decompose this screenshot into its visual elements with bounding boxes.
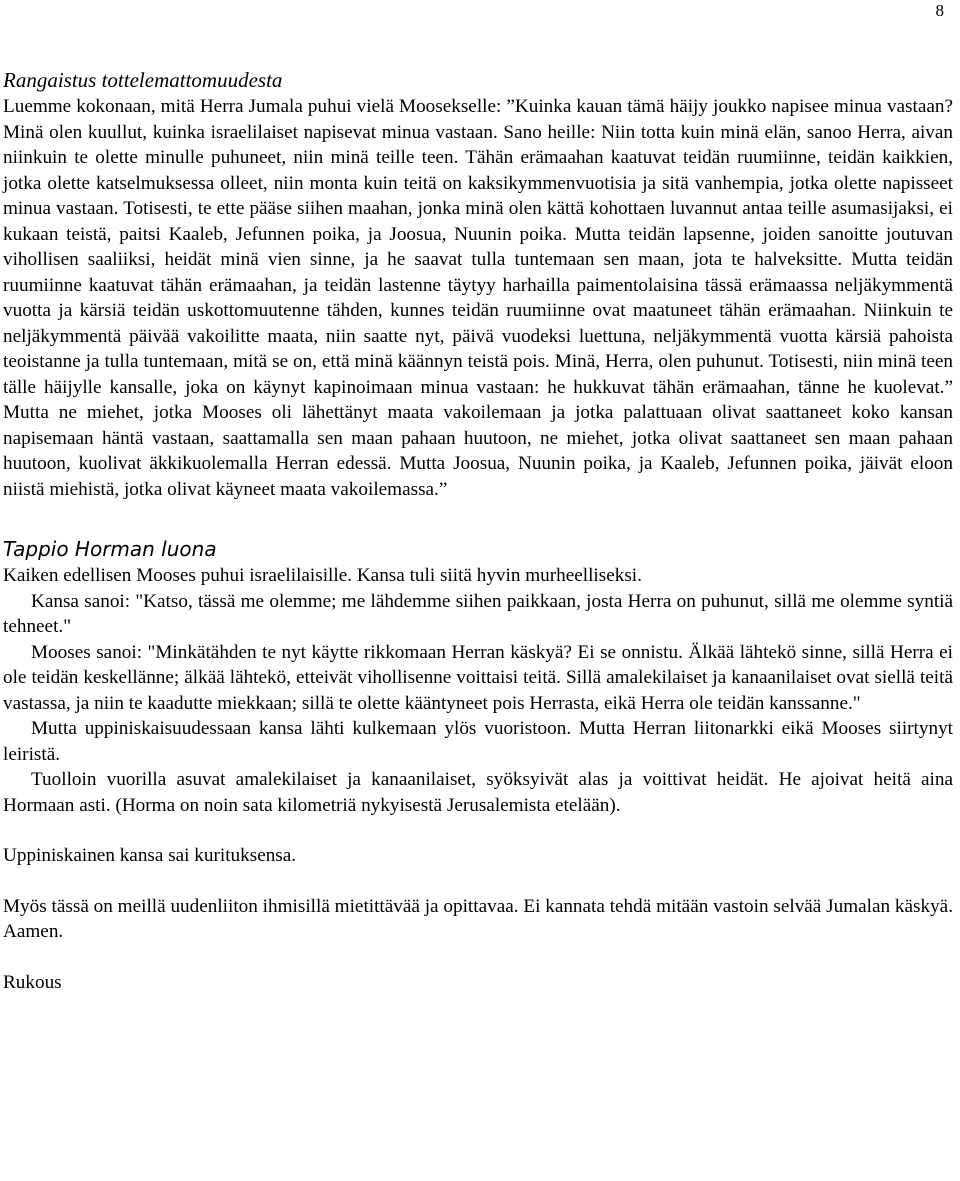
prayer-heading: Rukous	[3, 971, 62, 993]
paragraph: Kaiken edellisen Mooses puhui israelilaisille. Kansa tuli siitä hyvin murheelliseksi.	[3, 565, 642, 586]
section-heading-tappio: Tappio Horman luona	[3, 537, 217, 561]
section-heading-rangaistus: Rangaistus tottelemattomuudesta	[3, 68, 283, 92]
spacer	[3, 818, 953, 843]
section-paragraph-rangaistus: Luemme kokonaan, mitä Herra Jumala puhui vielä Moosekselle: ”Kuinka kauan tämä häijy joukko napisee minua vastaan? Minä olen kuullut, kuinka israelilaiset napisevat minua vastaan. Sano heille: Niin totta kuin minä elän, sanoo Herra, aivan niinkuin te olette minulle puhuneet, niin minä teille teen. Tähän erämaahan kaatuvat teidän ruumiinne, teidän kaikkien, jotka olette katselmuksessa olleet, niin monta kuin teitä on kaksikymmenvuotisia ja sitä vanhempia, jotka olette napisseet minua vastaan. Totisesti, te ette pääse siihen maahan, jonka minä olen kättä kohottaen luvannut antaa teille asumasijaksi, ei kukaan teistä, paitsi Kaaleb, Jefunnen poika, ja Joosua, Nuunin poika. Mutta teidän lapsenne, joiden sanoitte joutuvan vihollisen saaliiksi, heidät minä vien sinne, ja he saavat tulla tuntemaan sen maan, jota te halveksitte. Mutta teidän ruumiinne kaatuvat tähän erämaahan, ja teidän lastenne täytyy harhailla paimentolaisina tässä erämaassa neljäkymmentä vuotta ja kärsiä teidän uskottomuutenne tähden, kunnes teidän ruumiinne ovat maatuneet tähän erämaahan. Niinkuin te neljäkymmentä päivää vakoilitte maata, niin saatte nyt, päivä vuodeksi luettuna, neljäkymmentä vuotta kärsiä pahoista teoistanne ja tulla tuntemaan, mitä se on, että minä käännyn teistä pois. Minä, Herra, olen puhunut. Totisesti, niin minä teen tälle häijylle kansalle, joka on käynyt kapinoimaan minua vastaan: he hukkuvat tähän erämaahan, tänne he kuolevat.” Mutta ne miehet, jotka Mooses oli lähettänyt maata vakoilemaan ja jotka palattuaan olivat saattaneet koko kansan napisemaan häntä vastaan, saattamalla sen maan pahaan huutoon, ne miehet, jotka olivat saattaneet sen maan pahaan huutoon, kuolivat äkkikuolemalla Herran edessä. Mutta Joosua, Nuunin poika, ja Kaaleb, Jefunnen poika, jäivät eloon niistä miehistä, jotka olivat käyneet maata vakoilemassa.”	[3, 96, 953, 500]
document-body	[3, 66, 953, 995]
paragraph: Mutta uppiniskaisuudessaan kansa lähti kulkemaan ylös vuoristoon. Mutta Herran liitonarkki eikä Mooses siirtynyt leiristä.	[3, 718, 953, 765]
spacer	[3, 502, 953, 535]
paragraph: Tuolloin vuorilla asuvat amalekilaiset ja kanaanilaiset, syöksyivät alas ja voittivat heidät. He ajoivat heitä aina Hormaan asti. (Horma on noin sata kilometriä nykyisestä Jerusalemista etelään).	[3, 769, 953, 816]
spacer	[3, 869, 953, 894]
page-number: 8	[935, 1, 944, 20]
paragraph: Mooses sanoi: "Minkätähden te nyt käytte rikkomaan Herran käskyä? Ei se onnistu. Älkää lähtekö sinne, sillä Herra ei ole teidän keskellänne; älkää lähtekö, etteivät vihollisenne voittaisi teitä. Sillä amalekilaiset ja kanaanilaiset ovat siellä teitä vastassa, ja niin te kaadutte miekkaan; sillä te olette kääntyneet pois Herrasta, eikä Herra ole teidän kanssanne."	[3, 641, 953, 714]
paragraph: Kansa sanoi: "Katso, tässä me olemme; me lähdemme siihen paikkaan, josta Herra on puhunut, sillä me olemme syntiä tehneet."	[3, 590, 953, 637]
closing-paragraph: Myös tässä on meillä uudenliiton ihmisillä mietittävää ja opittavaa. Ei kannata tehdä mitään vastoin selvää Jumalan käskyä. Aamen.	[3, 895, 953, 942]
spacer	[3, 945, 953, 970]
closing-line: Uppiniskainen kansa sai kurituksensa.	[3, 845, 297, 866]
